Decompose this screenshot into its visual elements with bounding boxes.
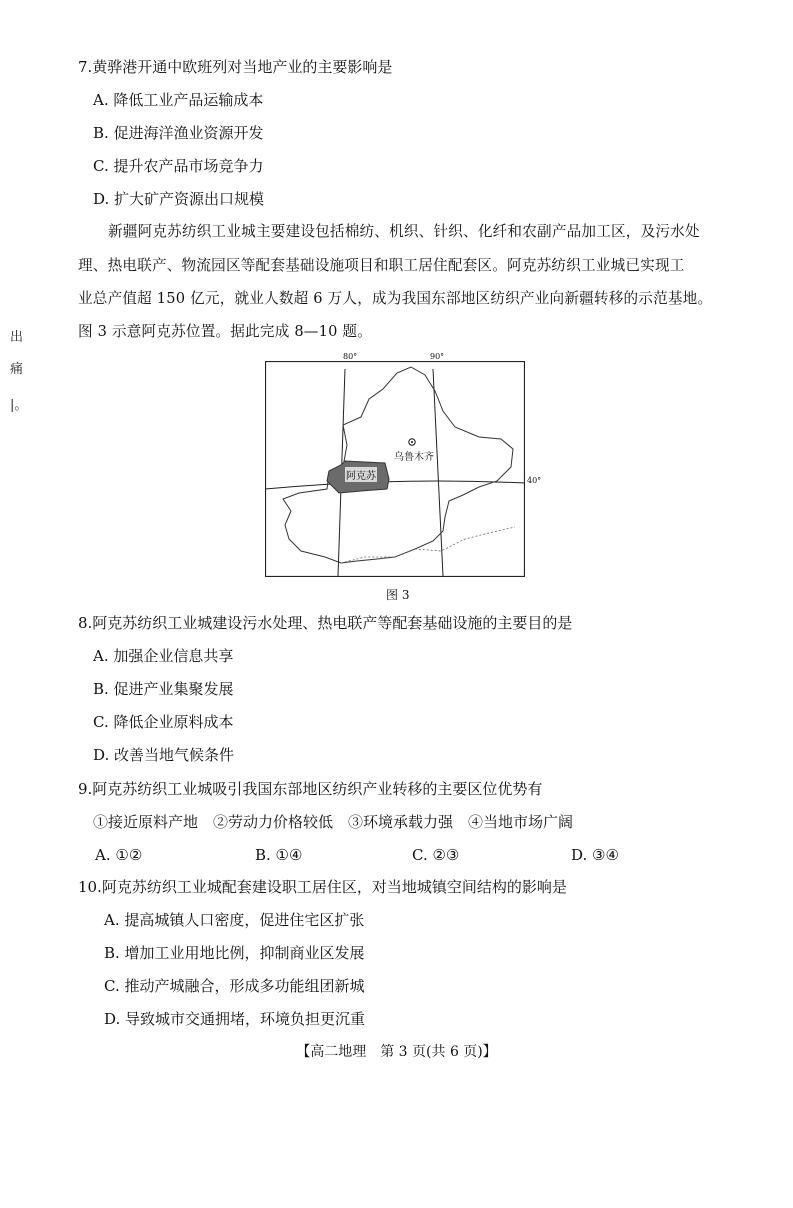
passage-line-2: 理、热电联产、物流园区等配套基础设施项目和职工居住配套区。阿克苏纺织工业城已实现工: [78, 257, 685, 274]
q9-choice-d: D. ③④: [571, 846, 619, 864]
q10-option-a: A. 提高城镇人口密度，促进住宅区扩张: [104, 911, 365, 929]
q9-choice-a: A. ①②: [95, 846, 143, 864]
q9-stem: 9.阿克苏纺织工业城吸引我国东部地区纺织产业转移的主要区位优势有: [78, 780, 543, 798]
map-frame: [266, 362, 525, 577]
q7-option-a: A. 降低工业产品运输成本: [93, 91, 264, 109]
q7-option-d: D. 扩大矿产资源出口规模: [93, 190, 265, 208]
q7-stem: 7.黄骅港开通中欧班列对当地产业的主要影响是: [78, 58, 393, 76]
q7-option-b: B. 促进海洋渔业资源开发: [93, 124, 264, 142]
lon-label-90: 90°: [430, 352, 445, 361]
q9-choice-c: C. ②③: [412, 846, 460, 864]
q10-stem: 10.阿克苏纺织工业城配套建设职工居住区，对当地城镇空间结构的影响是: [78, 878, 567, 896]
map-svg: [265, 361, 525, 577]
q10-option-c: C. 推动产城融合，形成多功能组团新城: [104, 977, 365, 995]
passage-line-4: 图 3 示意阿克苏位置。据此完成 8—10 题。: [78, 323, 372, 340]
page-footer: 【高二地理 第 3 页(共 6 页)】: [296, 1044, 497, 1060]
margin-mark-2: 痛: [10, 362, 24, 377]
passage-line-3: 业总产值超 150 亿元，就业人数超 6 万人，成为我国东部地区纺织产业向新疆转移的示范基地。: [78, 290, 713, 307]
aksu-label: 阿克苏: [345, 467, 377, 482]
q8-option-a: A. 加强企业信息共享: [93, 647, 234, 665]
lon-label-80: 80°: [343, 352, 358, 361]
q9-choice-b: B. ①④: [255, 846, 303, 864]
q10-option-b: B. 增加工业用地比例，抑制商业区发展: [104, 944, 365, 962]
xinjiang-map: [265, 352, 542, 577]
margin-mark-3: |。: [10, 398, 28, 413]
passage-line-1: 新疆阿克苏纺织工业城主要建设包括棉纺、机织、针织、化纤和农副产品加工区，及污水处: [108, 223, 700, 240]
q10-option-d: D. 导致城市交通拥堵，环境负担更沉重: [104, 1010, 366, 1028]
q7-option-c: C. 提升农产品市场竞争力: [93, 157, 264, 175]
q8-stem: 8.阿克苏纺织工业城建设污水处理、热电联产等配套基础设施的主要目的是: [78, 614, 573, 632]
q9-items: ①接近原料产地 ②劳动力价格较低 ③环境承载力强 ④当地市场广阔: [93, 813, 574, 831]
q8-option-b: B. 促进产业集聚发展: [93, 680, 234, 698]
figure-caption: 图 3: [386, 588, 410, 602]
urumqi-label: 乌鲁木齐: [394, 452, 434, 463]
q8-option-c: C. 降低企业原料成本: [93, 713, 234, 731]
q8-option-d: D. 改善当地气候条件: [93, 746, 235, 764]
margin-mark-1: 出: [10, 330, 24, 345]
lat-label-40: 40°: [527, 476, 542, 485]
